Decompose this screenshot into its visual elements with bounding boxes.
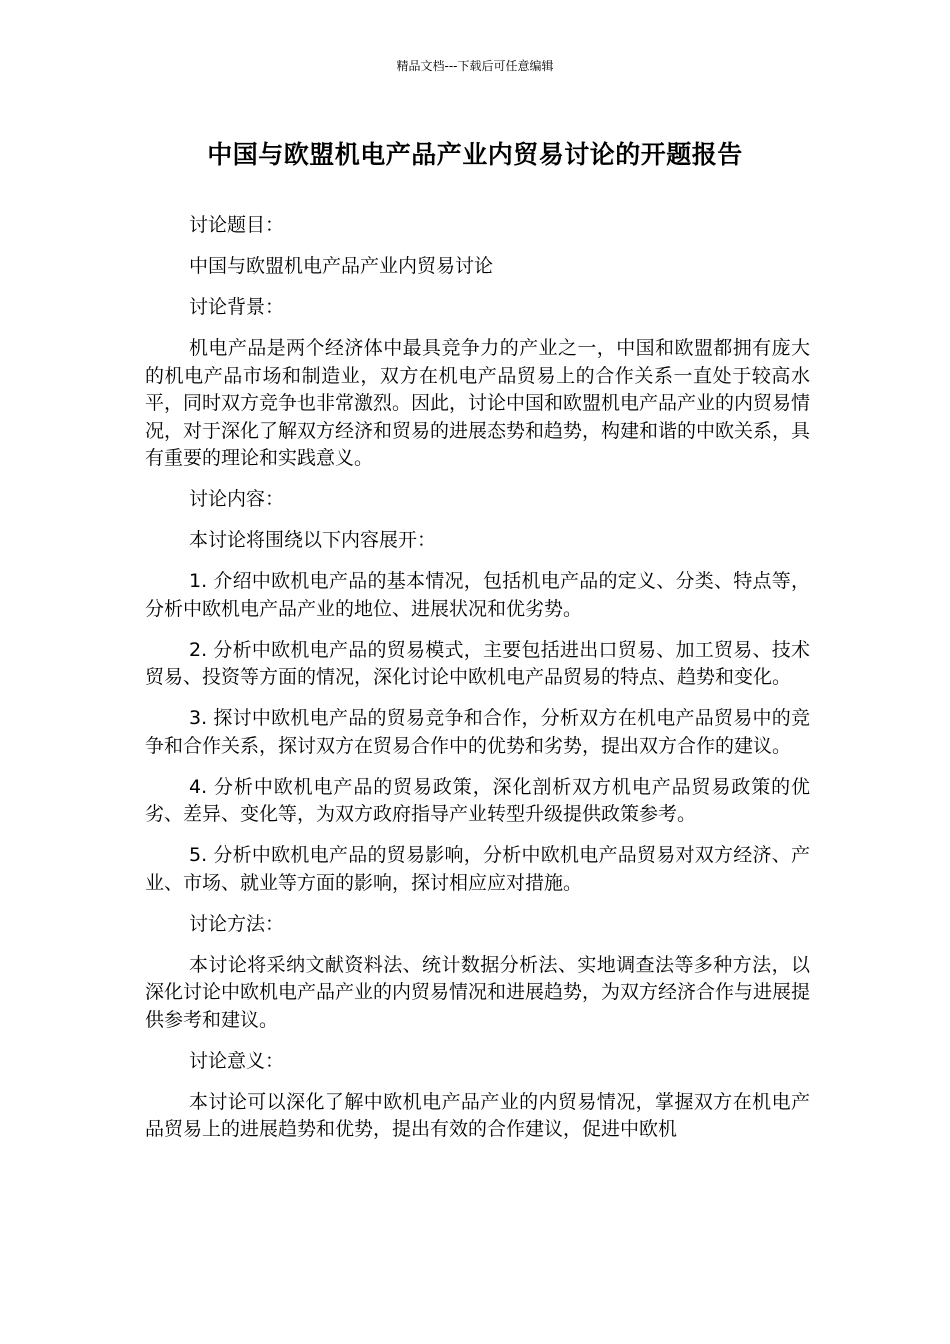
content-item-3: 3. 探讨中欧机电产品的贸易竞争和合作，分析双方在机电产品贸易中的竞争和合作关系，探讨双方在贸易合作中的优势和劣势，提出双方合作的建议。 xyxy=(145,707,810,757)
background-label: 讨论背景： xyxy=(189,296,285,318)
topic-text: 中国与欧盟机电产品产业内贸易讨论 xyxy=(189,255,494,277)
significance-text: 本讨论可以深化了解中欧机电产品产业的内贸易情况，掌握双方在机电产品贸易上的进展趋势和优势，提出有效的合作建议，促进中欧机 xyxy=(145,1090,810,1140)
significance-label: 讨论意义： xyxy=(189,1049,285,1072)
method-label: 讨论方法： xyxy=(189,912,285,935)
topic-label: 讨论题目： xyxy=(189,214,285,236)
content-intro: 本讨论将围绕以下内容展开： xyxy=(189,529,437,551)
document-body xyxy=(145,212,810,1157)
content-label: 讨论内容： xyxy=(189,488,285,510)
content-item-5: 5. 分析中欧机电产品的贸易影响，分析中欧机电产品贸易对双方经济、产业、市场、就业等方面的影响，探讨相应应对措施。 xyxy=(145,844,810,894)
background-text: 机电产品是两个经济体中最具竞争力的产业之一，中国和欧盟都拥有庞大的机电产品市场和制造业，双方在机电产品贸易上的合作关系一直处于较高水平，同时双方竞争也非常激烈。因此，讨论中国和欧盟机电产品产业的内贸易情况，对于深化了解双方经济和贸易的进展态势和趋势，构建和谐的中欧关系，具有重要的理论和实践意义。 xyxy=(145,337,811,469)
content-item-2: 2. 分析中欧机电产品的贸易模式，主要包括进出口贸易、加工贸易、技术贸易、投资等方面的情况，深化讨论中欧机电产品贸易的特点、趋势和变化。 xyxy=(145,638,810,688)
content-item-1: 1. 介绍中欧机电产品的基本情况，包括机电产品的定义、分类、特点等，分析中欧机电产品产业的地位、进展状况和优劣势。 xyxy=(145,570,810,620)
header-note: 精品文档---下载后可任意编辑 xyxy=(396,59,554,73)
method-text: 本讨论将采纳文献资料法、统计数据分析法、实地调查法等多种方法，以深化讨论中欧机电产品产业的内贸易情况和进展趋势，为双方经济合作与进展提供参考和建议。 xyxy=(145,953,811,1031)
content-item-4: 4. 分析中欧机电产品的贸易政策，深化剖析双方机电产品贸易政策的优劣、差异、变化等，为双方政府指导产业转型升级提供政策参考。 xyxy=(145,775,810,825)
document-title: 中国与欧盟机电产品产业内贸易讨论的开题报告 xyxy=(207,140,743,169)
